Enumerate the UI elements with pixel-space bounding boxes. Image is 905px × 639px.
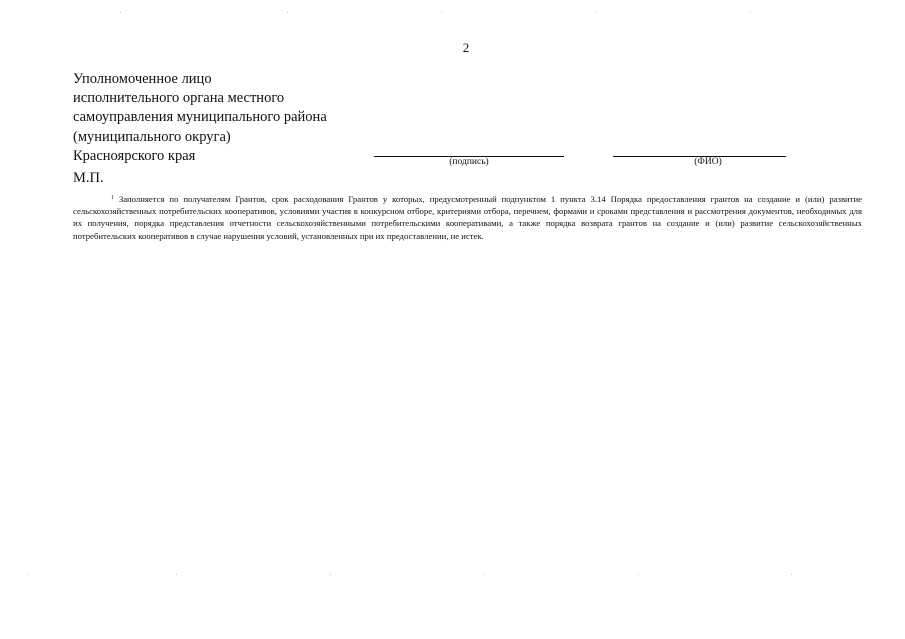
official-title-block [73,70,327,166]
official-title-line: самоуправления муниципального района [73,109,327,126]
scan-speck [791,574,792,575]
stamp-placeholder: М.П. [73,170,104,186]
official-title-line: исполнительного органа местного [73,90,285,107]
fio-caption: (ФИО) [694,157,722,167]
scan-speck [120,12,121,13]
signature-caption: (подпись) [449,157,489,167]
scan-speck [638,574,639,575]
scan-speck [287,12,288,13]
scan-speck [176,574,177,575]
scan-speck [750,12,751,13]
official-title-line: Красноярского края [73,147,196,164]
official-title-line: Уполномоченное лицо [73,71,212,87]
official-title-line: (муниципального округа) [73,128,231,145]
scan-speck [330,574,331,575]
scan-speck [28,574,29,575]
page-number: 2 [462,40,470,55]
scan-speck [484,574,485,575]
footnote-marker: 1 [111,195,114,201]
footnote [73,193,862,242]
scan-speck [441,12,442,13]
footnote-text: Заполняется по получателям Грантов, срок расходования Грантов у которых, предусмотренный подпунктом 1 пункта 3.14 Порядка предоставления грантов на создание и (или) развитие сельскохозяйственных потребительских кооперативов, условиями участия в конкурсном отборе, критериями отбора, перечнем, формами и сроками представления и рассмотрения документов, необходимых для их получения, порядка представления отчетности сельскохозяйственными потребительскими кооперативами, а также порядка возврата грантов на создание и (или) развитие сельскохозяйственных потребительских кооперативов в случае нарушения условий, установленных при их предоставлении, не истек. [73,194,862,241]
scan-speck [596,12,597,13]
